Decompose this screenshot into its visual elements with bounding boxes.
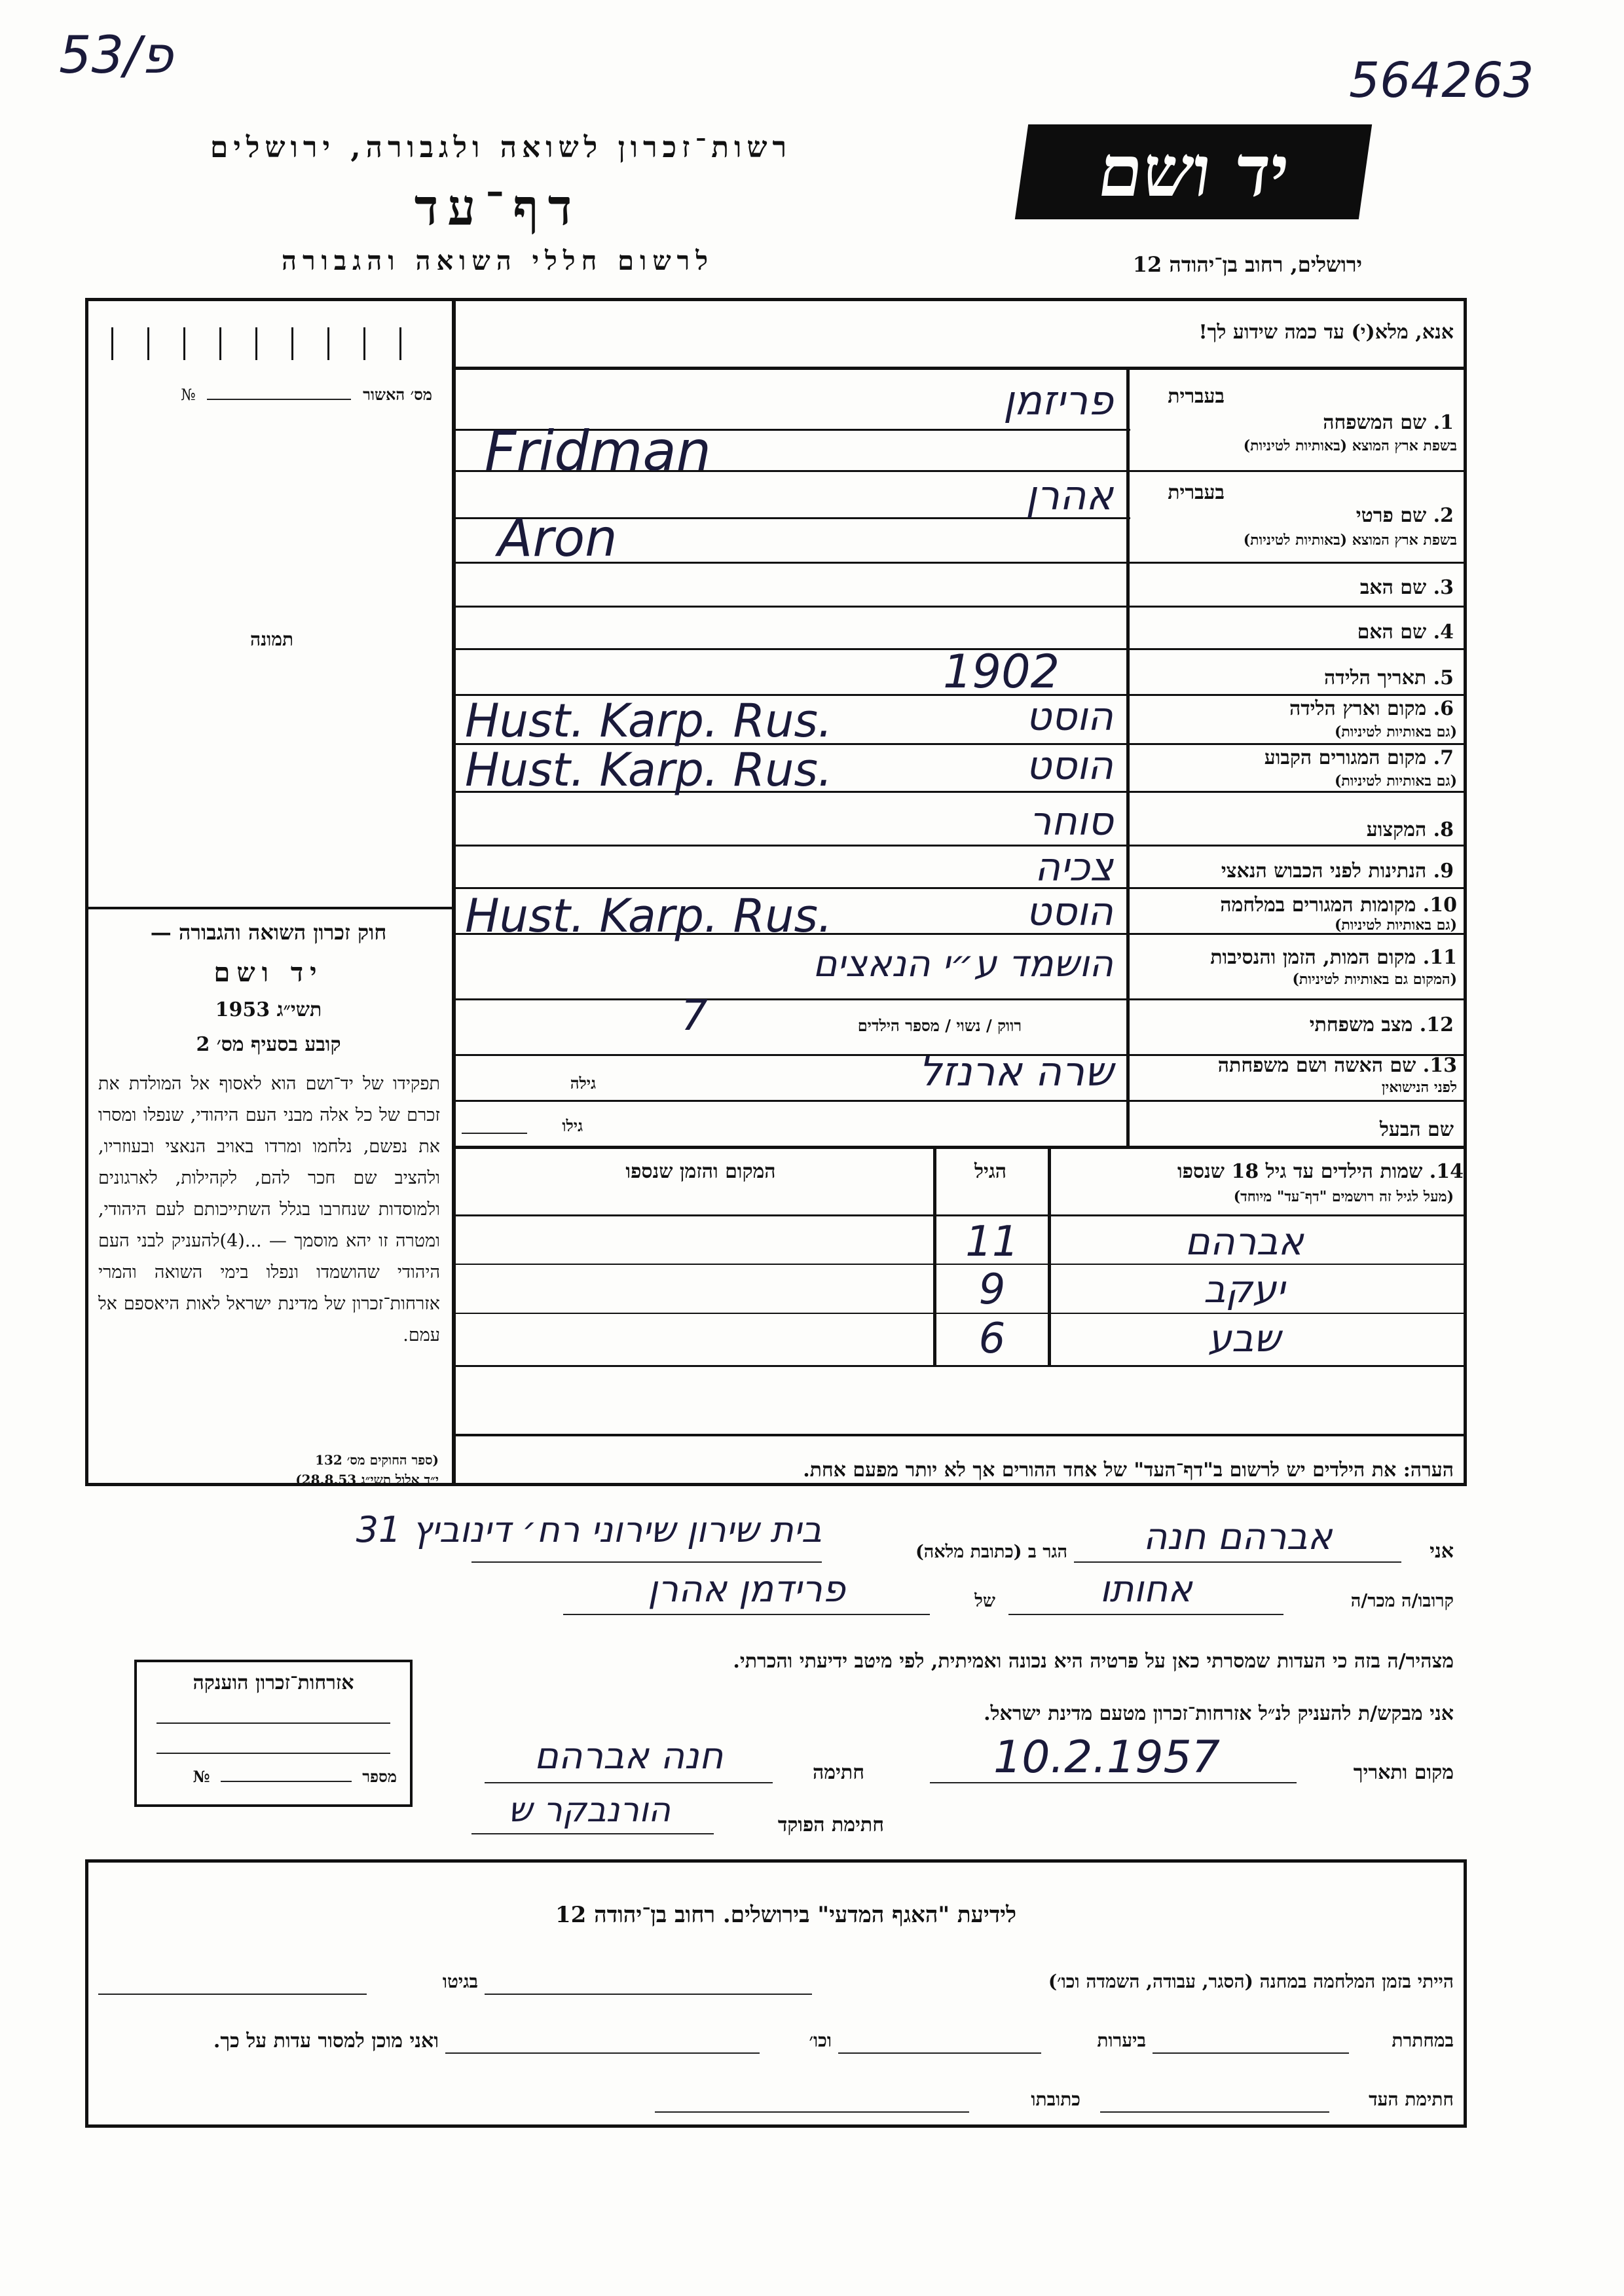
declarant-signature[interactable]: חנה אברהם bbox=[534, 1735, 724, 1777]
field-husband-label: שם הבעל bbox=[1379, 1118, 1454, 1141]
law-year: תשי״ג 1953 bbox=[215, 998, 322, 1021]
child-3-name[interactable]: שבע bbox=[1208, 1316, 1281, 1360]
declaration-request: אני מבקש/ת להעניק לנ״ל אזרחות־זכרון מטעם מדינת ישראל. bbox=[984, 1702, 1454, 1725]
declaration-date[interactable]: 10.2.1957 bbox=[993, 1732, 1221, 1783]
child-2-age[interactable]: 9 bbox=[978, 1266, 1006, 1314]
field-5-value[interactable]: 1902 bbox=[943, 645, 1060, 699]
yad-vashem-logo bbox=[1015, 124, 1372, 219]
info-line2-d: ואני מוכן למסור עדות על כך. bbox=[213, 2030, 439, 2052]
law-text: תפקידו של יד־ושם הוא לאסוף אל המולדת את זכרם של כל אלה מבני העם היהודי, שנפלו ומסרו את נפשם, נלחמו ומרדו באויב הנאצי ובעוזריו, ולהציב שם חכר להם, לקהילות, לארגונים ולמוסדות שנחרבו בגלל השתייכותם לעם היהודי, ומטרה זו יהא מוסמך — ...(4)להעניק לבני העם היהודי שהושמדו ונפלו בימי השואה והמרי אזרחות־זכרון של מדינת ישראל לאות היאספם אל עמם. bbox=[98, 1074, 441, 1345]
field-11-sub: (המקום גם באותיות לטיניות) bbox=[1292, 971, 1457, 988]
field-1-sub: בשפת ארץ המוצא (באותיות לטיניות) bbox=[1243, 437, 1457, 454]
field-13-sub: לפני הנישואין bbox=[1381, 1079, 1457, 1096]
info-line2-c: וכו׳ bbox=[809, 2030, 832, 2051]
form-intro: אנא, מלא(י) עד כמה שידוע לך! bbox=[1198, 321, 1454, 344]
child-3-age[interactable]: 6 bbox=[978, 1315, 1006, 1363]
field-7-label: 7. מקום המגורים הקבוע bbox=[1264, 746, 1454, 769]
declaration-of-label: של bbox=[974, 1591, 995, 1611]
law-title: חוק זכרון השואה והגבורה — bbox=[150, 920, 387, 945]
field-12-options: רווק / נשוי / מספר הילדים bbox=[857, 1016, 1022, 1035]
info-line1-b: בגיטו bbox=[442, 1971, 478, 1992]
field-2-tag: בעברית bbox=[1168, 481, 1225, 504]
field-7-hebrew[interactable]: הוסט bbox=[1025, 743, 1113, 789]
declarant-relation[interactable]: אחותו bbox=[1099, 1568, 1192, 1611]
field-13-value[interactable]: שרה ארנזל bbox=[918, 1048, 1113, 1095]
field-13-label: 13. שם האשה ושם משפחתה bbox=[1217, 1054, 1457, 1077]
field-2-label: 2. שם פרטי bbox=[1356, 504, 1454, 527]
law-source: (ספר החוקים מס׳ 132 bbox=[315, 1452, 439, 1468]
declaration-relation-label: קרובו/ה מכר/ה bbox=[1350, 1591, 1454, 1611]
field-10-hebrew[interactable]: הוסט bbox=[1025, 889, 1113, 935]
stamp-number-label: מספר bbox=[362, 1767, 397, 1786]
logo-text: יד ושם bbox=[1093, 130, 1295, 213]
child-2-name[interactable]: יעקב bbox=[1204, 1267, 1285, 1311]
field-5-label: 5. תאריך הלידה bbox=[1324, 666, 1454, 689]
field-8-value[interactable]: סוחר bbox=[1029, 799, 1113, 845]
header-address: ירושלים, רחוב בן־יהודה 12 bbox=[1132, 252, 1362, 277]
field-10-latin[interactable]: Hust. Karp. Rus. bbox=[465, 889, 833, 943]
law-clause: קובע בסעיף מס׳ 2 bbox=[196, 1033, 341, 1056]
children-label: 14. שמות הילדים עד גיל 18 שנספו bbox=[1177, 1160, 1464, 1183]
approval-number-field[interactable] bbox=[111, 385, 432, 405]
children-place-header: המקום והזמן שנספו bbox=[625, 1160, 776, 1183]
law-name: יד ושם bbox=[213, 957, 323, 988]
field-11-value[interactable]: הושמד ע״י הנאצים bbox=[813, 943, 1113, 985]
declaration-of-value[interactable]: פרידמן אהרן bbox=[648, 1568, 845, 1611]
field-12-children-count[interactable]: 7 bbox=[681, 992, 708, 1040]
field-2-sub: בשפת ארץ המוצא (באותיות לטיניות) bbox=[1243, 532, 1457, 549]
field-6-latin[interactable]: Hust. Karp. Rus. bbox=[465, 694, 833, 748]
signature-label: חתימה bbox=[813, 1761, 864, 1784]
official-signature[interactable]: הורנבקר ש bbox=[508, 1791, 671, 1830]
place-date-label: מקום ותאריך bbox=[1353, 1761, 1454, 1784]
approval-number-label: מס׳ האשור bbox=[363, 385, 432, 404]
field-1-latin[interactable]: Fridman bbox=[485, 419, 712, 483]
top-right-number: 564263 bbox=[1349, 52, 1534, 109]
field-1-tag: בעברית bbox=[1168, 385, 1225, 408]
field-6-sub: (גם באותיות לטיניות) bbox=[1334, 723, 1457, 740]
field-4-label: 4. שם האם bbox=[1357, 621, 1454, 644]
field-3-label: 3. שם האב bbox=[1359, 576, 1454, 599]
declarant-address[interactable]: בית שירון שירוני רח׳ דינוביץ 31 bbox=[356, 1509, 822, 1550]
document-title: דף־עד bbox=[414, 178, 581, 236]
children-sub: (מעל לגיל זה רושמים "דף־עד" מיוחד) bbox=[1233, 1188, 1454, 1205]
field-2-latin[interactable]: Aron bbox=[498, 509, 618, 568]
field-11-label: 11. מקום המות, הזמן והנסיבות bbox=[1210, 946, 1457, 969]
info-line1-a: הייתי בזמן המלחמה במחנה (הסגר, עבודה, השמדה וכו׳) bbox=[1048, 1971, 1454, 1992]
stamp-title: אזרחות־זכרון הוענקה bbox=[193, 1671, 354, 1694]
declaration-lives-label: הגר ב (כתובת מלאה) bbox=[915, 1542, 1067, 1562]
official-signature-label: חתימת הפוקד bbox=[777, 1813, 884, 1836]
declaration-statement: מצהיר/ה בזה כי העדות שמסרתי כאן על פרטיה היא נכונה ואמיתית, לפי מיטב ידיעתי והכרתי. bbox=[733, 1650, 1454, 1673]
field-6-label: 6. מקום וארץ הלידה bbox=[1289, 697, 1454, 720]
photo-label: תמונה bbox=[249, 629, 294, 650]
authority-title: רשות־זכרון לשואה ולגבורה, ירושלים bbox=[210, 131, 792, 164]
field-13-age-label: גילה bbox=[570, 1074, 596, 1093]
field-husband-age-label: גילו bbox=[562, 1116, 583, 1135]
top-left-note: 53/פ bbox=[59, 26, 174, 85]
field-6-hebrew[interactable]: הוסט bbox=[1025, 694, 1113, 740]
info-line3-a: חתימת העד bbox=[1369, 2088, 1454, 2110]
field-9-label: 9. הנתינות לפני הכבוש הנאצי bbox=[1221, 860, 1454, 883]
info-line2-a: במחתרת bbox=[1392, 2030, 1454, 2051]
field-8-label: 8. המקצוע bbox=[1366, 818, 1454, 841]
info-line2-b: ביערות bbox=[1097, 2030, 1146, 2051]
stamp-number-mark: № bbox=[193, 1767, 210, 1786]
law-source-date: י״ד אלול תשי״ג 28.8.53) bbox=[295, 1472, 439, 1487]
info-title: לידיעת "האגף המדעי" בירושלים. רחוב בן־יהודה 12 bbox=[555, 1902, 1016, 1928]
child-1-name[interactable]: אברהם bbox=[1185, 1219, 1304, 1264]
field-10-sub: (גם באותיות לטיניות) bbox=[1334, 917, 1457, 934]
field-12-label: 12. מצב משפחתי bbox=[1309, 1013, 1454, 1036]
field-1-label: 1. שם המשפחה bbox=[1323, 411, 1454, 434]
field-1-hebrew[interactable]: פריזמן bbox=[1003, 376, 1113, 424]
declaration-ani: אני bbox=[1430, 1540, 1454, 1563]
info-line3-b: כתובתו bbox=[1031, 2088, 1080, 2110]
children-age-header: הגיל bbox=[974, 1160, 1007, 1183]
declarant-name[interactable]: אברהם חנה bbox=[1143, 1516, 1333, 1558]
approval-boxes bbox=[111, 327, 432, 360]
field-10-label: 10. מקומות המגורים במלחמה bbox=[1220, 894, 1457, 917]
field-2-hebrew[interactable]: אהרן bbox=[1025, 471, 1113, 519]
document-subtitle: לרשום חללי השואה והגבורה bbox=[281, 246, 714, 276]
approval-number-mark: № bbox=[181, 386, 196, 404]
child-1-age[interactable]: 11 bbox=[965, 1218, 1019, 1266]
citizenship-stamp-box bbox=[134, 1660, 413, 1807]
field-9-value[interactable]: צכיה bbox=[1035, 845, 1113, 890]
field-7-sub: (גם באותיות לטיניות) bbox=[1334, 773, 1457, 790]
field-7-latin[interactable]: Hust. Karp. Rus. bbox=[465, 743, 833, 797]
children-note: הערה: את הילדים יש לרשום ב"דף־העד" של אחד ההורים אך לא יותר מפעם אחת. bbox=[803, 1459, 1454, 1482]
